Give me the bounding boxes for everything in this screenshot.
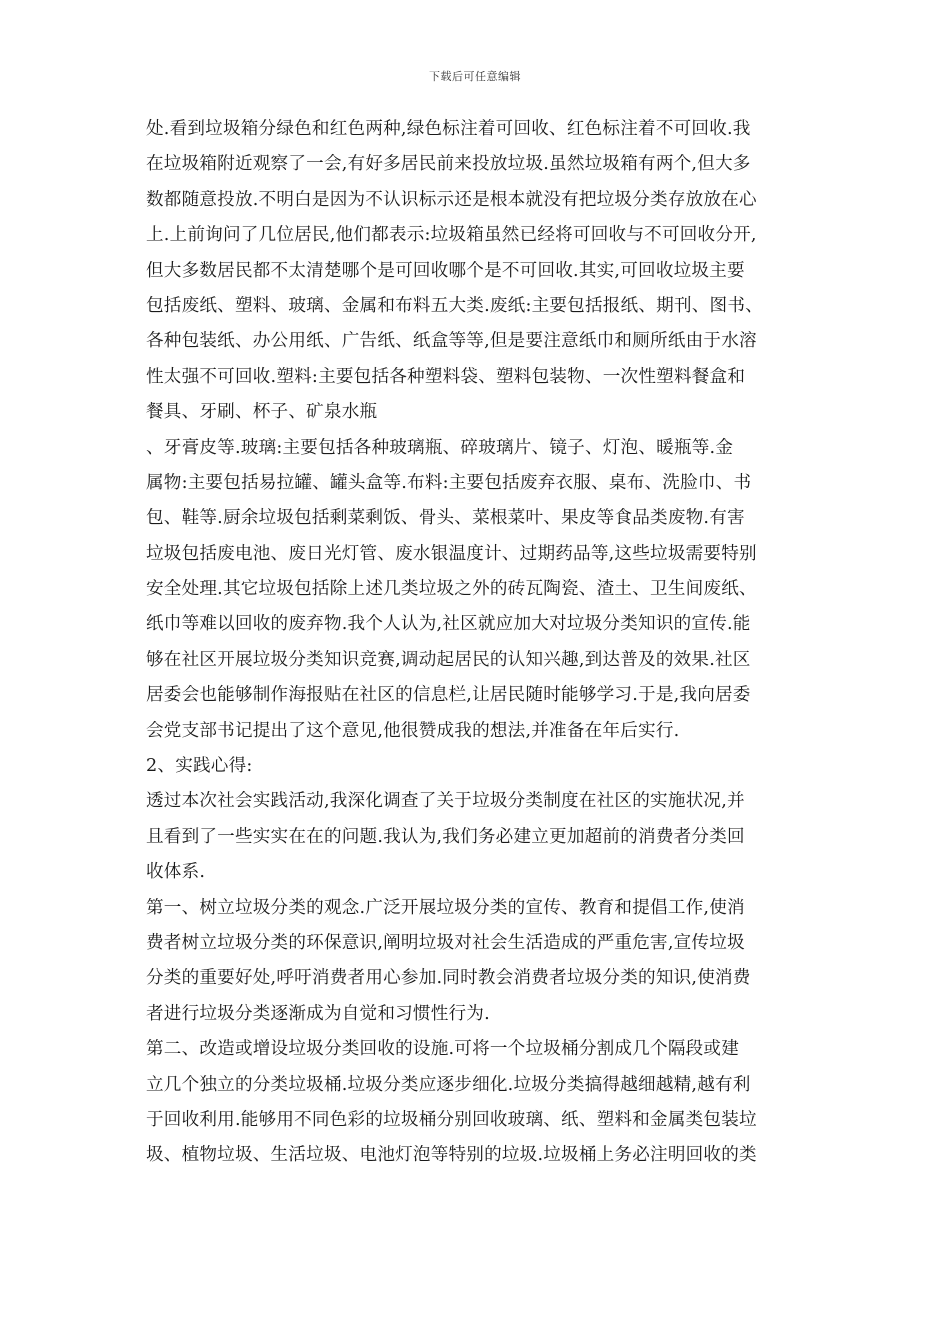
text-line: 够在社区开展垃圾分类知识竞赛,调动起居民的认知兴趣,到达普及的效果.社区 bbox=[146, 649, 751, 670]
text-line: 费者树立垃圾分类的环保意识,阐明垃圾对社会生活造成的严重危害,宣传垃圾 bbox=[146, 932, 745, 953]
text-line: 收体系. bbox=[146, 862, 206, 883]
text-line: 立几个独立的分类垃圾桶.垃圾分类应逐步细化.垃圾分类搞得越细越精,越有利 bbox=[146, 1074, 751, 1095]
text-line: 会党支部书记提出了这个意见,他很赞成我的想法,并准备在年后实行. bbox=[146, 720, 680, 741]
text-line: 餐具、牙刷、杯子、矿泉水瓶 bbox=[146, 402, 378, 423]
text-line: 安全处理.其它垃圾包括除上述几类垃圾之外的砖瓦陶瓷、渣土、卫生间废纸、 bbox=[146, 579, 757, 600]
text-line: 各种包装纸、办公用纸、广告纸、纸盒等等,但是要注意纸巾和厕所纸由于水溶 bbox=[146, 331, 757, 352]
text-line: 居委会也能够制作海报贴在社区的信息栏,让居民随时能够学习.于是,我向居委 bbox=[146, 685, 751, 706]
text-line: 数都随意投放.不明白是因为不认识标示还是根本就没有把垃圾分类存放放在心 bbox=[146, 189, 757, 210]
text-line: 第二、改造或增设垃圾分类回收的设施.可将一个垃圾桶分割成几个隔段或建 bbox=[146, 1039, 739, 1060]
text-line: 纸巾等难以回收的废弃物.我个人认为,社区就应加大对垃圾分类知识的宣传.能 bbox=[146, 614, 751, 635]
text-line: 第一、树立垃圾分类的观念.广泛开展垃圾分类的宣传、教育和提倡工作,使消 bbox=[146, 897, 745, 918]
text-line: 者进行垃圾分类逐渐成为自觉和习惯性行为. bbox=[146, 1003, 490, 1024]
text-line: 属物:主要包括易拉罐、罐头盒等.布料:主要包括废弃衣服、桌布、洗脸巾、书 bbox=[146, 472, 752, 493]
text-line: 、牙膏皮等.玻璃:主要包括各种玻璃瓶、碎玻璃片、镜子、灯泡、暖瓶等.金 bbox=[146, 437, 734, 458]
text-line: 在垃圾箱附近观察了一会,有好多居民前来投放垃圾.虽然垃圾箱有两个,但大多 bbox=[146, 154, 751, 175]
page-header: 下载后可任意编辑 bbox=[429, 70, 521, 83]
text-line: 包括废纸、塑料、玻璃、金属和布料五大类.废纸:主要包括报纸、期刊、图书、 bbox=[146, 295, 763, 316]
text-line: 处.看到垃圾箱分绿色和红色两种,绿色标注着可回收、红色标注着不可回收.我 bbox=[146, 119, 751, 139]
text-line: 垃圾包括废电池、废日光灯管、废水银温度计、过期药品等,这些垃圾需要特别 bbox=[146, 543, 757, 564]
text-line: 上.上前询问了几位居民,他们都表示:垃圾箱虽然已经将可回收与不可回收分开, bbox=[146, 225, 757, 246]
body-text bbox=[146, 112, 814, 1174]
section-heading: 2、实践心得: bbox=[146, 756, 253, 777]
text-line: 圾、植物垃圾、生活垃圾、电池灯泡等特别的垃圾.垃圾桶上务必注明回收的类 bbox=[146, 1145, 757, 1166]
text-line: 于回收利用.能够用不同色彩的垃圾桶分别回收玻璃、纸、塑料和金属类包装垃 bbox=[146, 1109, 757, 1130]
text-line: 透过本次社会实践活动,我深化调查了关于垃圾分类制度在社区的实施状况,并 bbox=[146, 791, 745, 812]
text-line: 但大多数居民都不太清楚哪个是可回收哪个是不可回收.其实,可回收垃圾主要 bbox=[146, 260, 745, 281]
text-line: 分类的重要好处,呼吁消费者用心参加.同时教会消费者垃圾分类的知识,使消费 bbox=[146, 968, 751, 989]
text-line: 且看到了一些实实在在的问题.我认为,我们务必建立更加超前的消费者分类回 bbox=[146, 826, 745, 847]
text-line: 性太强不可回收.塑料:主要包括各种塑料袋、塑料包装物、一次性塑料餐盒和 bbox=[146, 366, 746, 387]
text-line: 包、鞋等.厨余垃圾包括剩菜剩饭、骨头、菜根菜叶、果皮等食品类废物.有害 bbox=[146, 508, 745, 529]
